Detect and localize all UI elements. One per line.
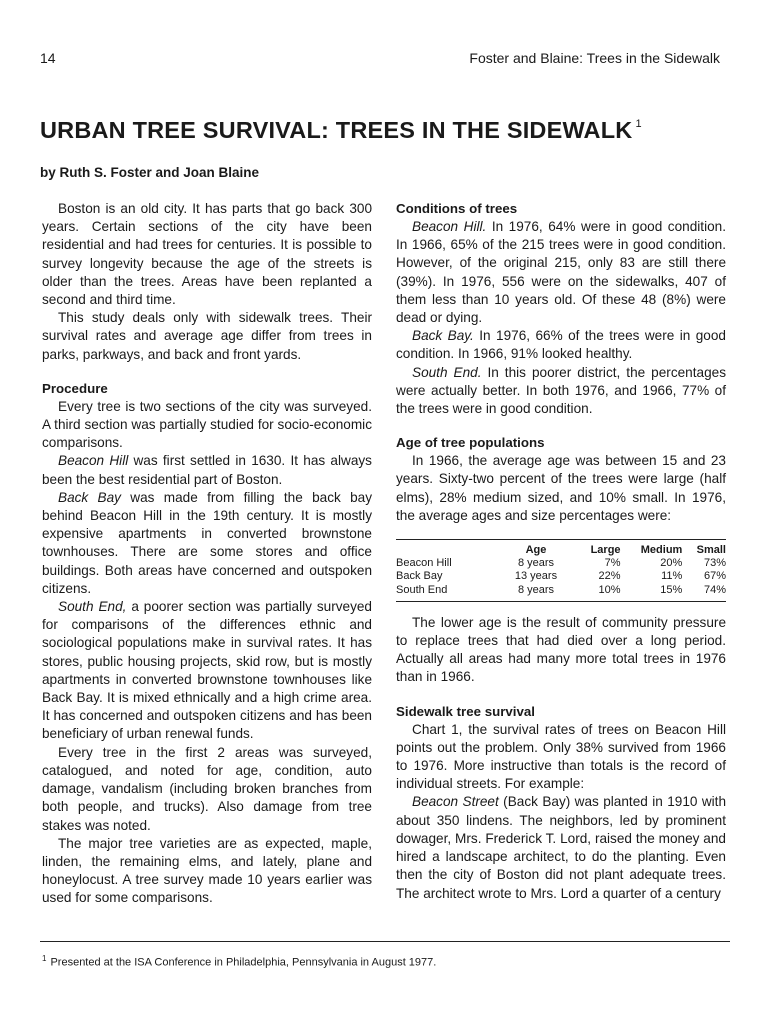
table-header-row xyxy=(396,544,726,557)
table-header-cell: Age xyxy=(525,544,547,557)
running-head: Foster and Blaine: Trees in the Sidewalk xyxy=(469,50,720,66)
table-cell: 73% xyxy=(703,557,726,570)
intro-paragraph-2: This study deals only with sidewalk trees. Their survival rates and average age differ from trees in parks, parkways, and back and front yards. xyxy=(42,310,372,362)
table-cell: 8 years xyxy=(517,557,555,570)
table-row xyxy=(396,584,726,597)
table-cell: 20% xyxy=(660,557,683,570)
south-end-text: a poorer section was partially surveyed for comparisons of the differences ethnic and sociological populations make in survival rates. It has stores, public housing projects, skid row, but is mostly apartments in converted brownstone townhouses like Back Bay. It is mixed ethnically and a high crime area. It has concerned and outspoken citizens and has been beneficiary of urban renewal funds. xyxy=(42,599,372,742)
title-footnote-mark: 1 xyxy=(635,118,642,130)
table-cell: 7% xyxy=(604,557,621,570)
procedure-paragraph: Every tree is two sections of the city was surveyed. A third section was partially studied for socio-economic comparisons. xyxy=(42,398,372,451)
age-paragraph: In 1966, the average age was between 15 and 23 years. Sixty-two percent of the trees were large (half elms), 28% medium sized, and 10% small. In 1976, the average ages and size percentages were: xyxy=(396,453,726,523)
survival-paragraph: Chart 1, the survival rates of trees on Beacon Hill points out the problem. Only 38% survived from 1966 to 1976. More instructive than totals is the record of individual streets. For example: xyxy=(396,721,726,792)
table-cell: South End xyxy=(396,583,448,596)
conditions-southend-paragraph xyxy=(396,364,726,419)
conditions-backbay-paragraph xyxy=(396,327,726,363)
article-title xyxy=(40,117,740,144)
table-header-cell: Medium xyxy=(640,544,683,557)
right-column xyxy=(396,200,726,903)
conditions-backbay-text: In 1976, 66% of the trees were in good condition. In 1966, 91% looked healthy. xyxy=(396,328,726,362)
procedure-heading: Procedure xyxy=(42,380,108,396)
beacon-hill-paragraph xyxy=(42,452,372,488)
title-text: URBAN TREE SURVIVAL: TREES IN THE SIDEWALK xyxy=(40,117,633,143)
table-header-cell: Large xyxy=(590,544,621,557)
conditions-beacon-text: In 1976, 64% were in good condition. In 1966, 65% of the 215 trees were in good condition. However, of the original 215, only 83 are still there (39%). In 1976, 556 were on the sidewalks, 407 of them less than 10 years old. Of these 48 (8%) were dead or dying. xyxy=(396,219,726,326)
beacon-hill-name: Beacon Hill xyxy=(58,453,129,469)
footnote-text: Presented at the ISA Conference in Philadelphia, Pennsylvania in August 1977. xyxy=(50,956,437,969)
age-heading: Age of tree populations xyxy=(396,435,545,451)
table-cell: 74% xyxy=(703,583,726,596)
table-header-cell xyxy=(396,544,496,557)
page-number: 14 xyxy=(40,50,56,66)
survival-heading: Sidewalk tree survival xyxy=(396,703,535,719)
south-end-name: South End, xyxy=(58,599,127,615)
table-row xyxy=(396,557,726,570)
table-cell: 8 years xyxy=(517,583,555,596)
age-size-table xyxy=(396,544,726,597)
conditions-backbay-name: Back Bay. xyxy=(412,328,474,344)
south-end-paragraph xyxy=(42,598,372,744)
left-column xyxy=(42,200,372,908)
table-top-rule xyxy=(396,539,726,540)
back-bay-paragraph xyxy=(42,489,372,598)
table-cell: 15% xyxy=(660,583,683,596)
conditions-beacon-paragraph xyxy=(396,218,726,327)
table-cell: 10% xyxy=(598,583,621,596)
conditions-heading: Conditions of trees xyxy=(396,201,518,216)
back-bay-name: Back Bay xyxy=(58,489,121,505)
back-bay-text: was made from filling the back bay behind Beacon Hill in the 19th century. It is mostly expensive apartments in converted brownstone townhouses. There are some stores and office buildings. Both areas have concerned and outspoken citizens. xyxy=(42,489,373,596)
byline: by Ruth S. Foster and Joan Blaine xyxy=(40,165,260,180)
table-bottom-rule xyxy=(396,601,726,602)
varieties-paragraph: The major tree varieties are as expected, maple, linden, the remaining elms, and lately, plane and honeylocust. A tree survey made 10 years earlier was used for some comparisons. xyxy=(42,835,372,906)
beacon-hill-text: was first settled in 1630. It has always been the best residential part of Boston. xyxy=(42,453,372,487)
table-cell: Back Bay xyxy=(396,570,443,583)
footnote-mark: 1 xyxy=(42,954,47,963)
footnote-rule xyxy=(40,941,730,942)
lower-age-paragraph: The lower age is the result of community pressure to replace trees that had died over a long period. Actually all areas had many more total trees in 1976 than in 1966. xyxy=(396,614,726,685)
table-header-cell: Small xyxy=(696,544,726,557)
footnote xyxy=(42,954,436,969)
beacon-street-text: (Back Bay) was planted in 1910 with about 350 lindens. The neighbors, led by prominent dowager, Mrs. Frederick T. Lord, raised the money and hired a landscape architect, to do the planting. Even then the city of Boston did not plant adequate trees. The architect wrote to Mrs. Lord a quarter of a century xyxy=(396,794,727,901)
intro-paragraph-1: Boston is an old city. It has parts that go back 300 years. Certain sections of the city have been residential and had trees for centuries. It is possible to survey longevity because the age of the streets is older than the trees. Areas have been replanted a second and third time. xyxy=(42,201,372,308)
beacon-street-paragraph xyxy=(396,793,726,902)
conditions-southend-text: In this poorer district, the percentages were actually better. In both 1976, and 1966, 77% of the trees were in good condition. xyxy=(396,364,726,417)
survey-paragraph: Every tree in the first 2 areas was surveyed, catalogued, and noted for age, condition, auto damage, vandalism (including broken branches from both people, and trucks). Also damage from tree stakes was noted. xyxy=(42,744,372,833)
table-row xyxy=(396,570,726,583)
beacon-street-name: Beacon Street xyxy=(412,794,499,810)
table-cell: 22% xyxy=(598,570,621,583)
table-cell: 11% xyxy=(661,570,683,583)
table-cell: 13 years xyxy=(514,570,558,583)
table-cell: 67% xyxy=(703,570,726,583)
table-cell: Beacon Hill xyxy=(396,557,452,570)
conditions-beacon-name: Beacon Hill. xyxy=(412,219,487,234)
conditions-southend-name: South End. xyxy=(412,364,482,380)
